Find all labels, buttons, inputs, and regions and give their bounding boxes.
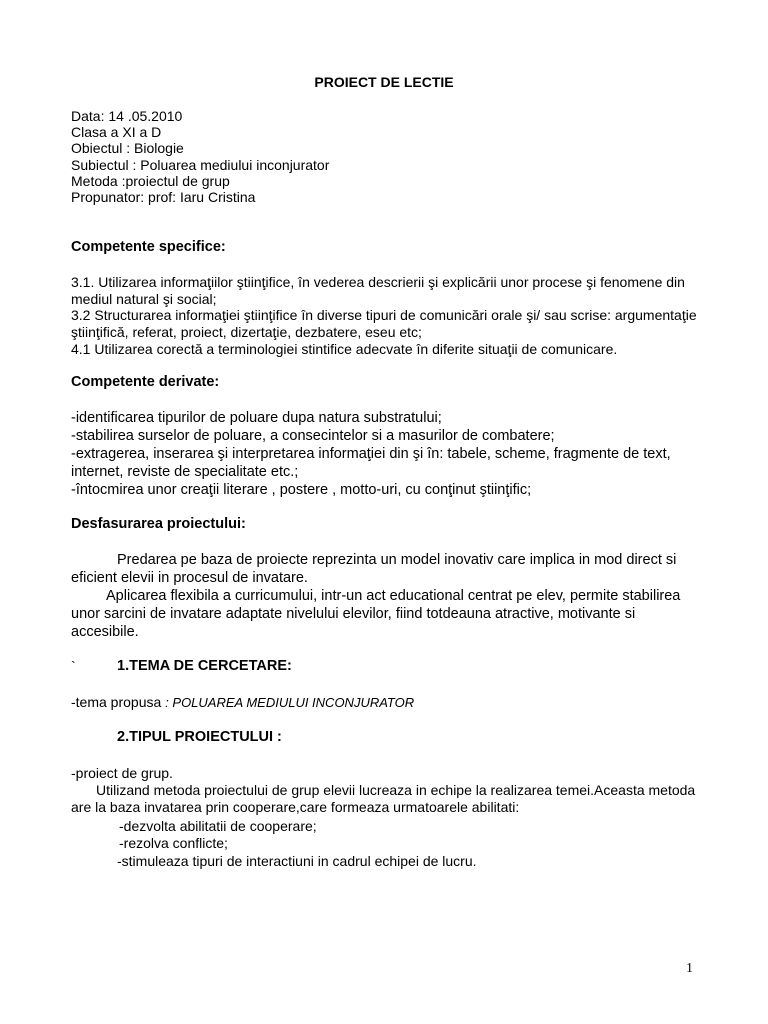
process-paragraph-1: Predarea pe baza de proiecte reprezinta un model inovativ care implica in mod direct si eficient elevii in procesul de invatare. bbox=[71, 552, 677, 586]
ability-item-1: -dezvolta abilitatii de cooperare; bbox=[119, 818, 317, 834]
theme-prefix: -tema propusa bbox=[71, 694, 166, 710]
ability-item-3: -stimuleaza tipuri de interactiuni in cadrul echipei de lucru. bbox=[117, 853, 477, 869]
type-paragraph: Utilizand metoda proiectului de grup elevii lucreaza in echipe la realizarea temei.Aceasta metoda are la baza invatarea prin cooperare,care formeaza urmatoarele abilitati: bbox=[71, 782, 696, 815]
derived-item-1: -identificarea tipurilor de poluare dupa natura substratului; bbox=[71, 410, 442, 426]
specific-item-1: 3.1. Utilizarea informaţiilor ştiinţifice, în vederea descrierii şi explicării unor procese şi fenomene din mediul natural şi social; bbox=[71, 274, 685, 307]
section-heading-process: Desfasurarea proiectului: bbox=[71, 516, 246, 532]
info-date: Data: 14 .05.2010 bbox=[71, 108, 183, 124]
info-method: Metoda :proiectul de grup bbox=[71, 173, 230, 189]
derived-item-2: -stabilirea surselor de poluare, a consecintelor si a masurilor de combatere; bbox=[71, 428, 555, 444]
theme-value: : POLUAREA MEDIULUI INCONJURATOR bbox=[165, 695, 415, 710]
info-topic: Subiectul : Poluarea mediului inconjurator bbox=[71, 157, 330, 173]
section-heading-specific: Competente specifice: bbox=[71, 239, 226, 255]
info-class: Clasa a XI a D bbox=[71, 124, 162, 140]
info-author: Propunator: prof: Iaru Cristina bbox=[71, 189, 256, 205]
type-line: -proiect de grup. bbox=[71, 765, 173, 781]
section-heading-type: 2.TIPUL PROIECTULUI : bbox=[117, 729, 282, 745]
process-paragraph-2: Aplicarea flexibila a curricumului, intr-un act educational centrat pe elev, permite stabilirea unor sarcini de invatare adaptate nivelului elevilor, fiind totdeauna atractive, motivante si accesibile. bbox=[71, 588, 681, 640]
section-heading-derived: Competente derivate: bbox=[71, 374, 220, 390]
info-subject-area: Obiectul : Biologie bbox=[71, 140, 184, 156]
derived-item-4: -întocmirea unor creaţii literare , postere , motto-uri, cu conţinut ştiinţific; bbox=[71, 482, 532, 498]
page-title: PROIECT DE LECTIE bbox=[314, 74, 454, 90]
specific-item-3: 4.1 Utilizarea corectă a terminologiei stintifice adecvate în diferite situaţii de comunicare. bbox=[71, 341, 618, 357]
stray-backtick: ` bbox=[71, 658, 76, 674]
specific-item-2: 3.2 Structurarea informaţiei ştiinţifice în diverse tipuri de comunicări orale şi/ sau scrise: argumentaţie ştiinţifică, referat, proiect, dizertaţie, dezbatere, eseu etc; bbox=[71, 307, 697, 340]
section-heading-theme: 1.TEMA DE CERCETARE: bbox=[117, 658, 292, 674]
page-number: 1 bbox=[686, 961, 693, 976]
derived-item-3: -extragerea, inserarea şi interpretarea informaţiei din şi în: tabele, scheme, fragmente de text, internet, reviste de specialitate etc.; bbox=[71, 446, 671, 480]
theme-line bbox=[71, 694, 414, 711]
ability-item-2: -rezolva conflicte; bbox=[119, 835, 228, 851]
